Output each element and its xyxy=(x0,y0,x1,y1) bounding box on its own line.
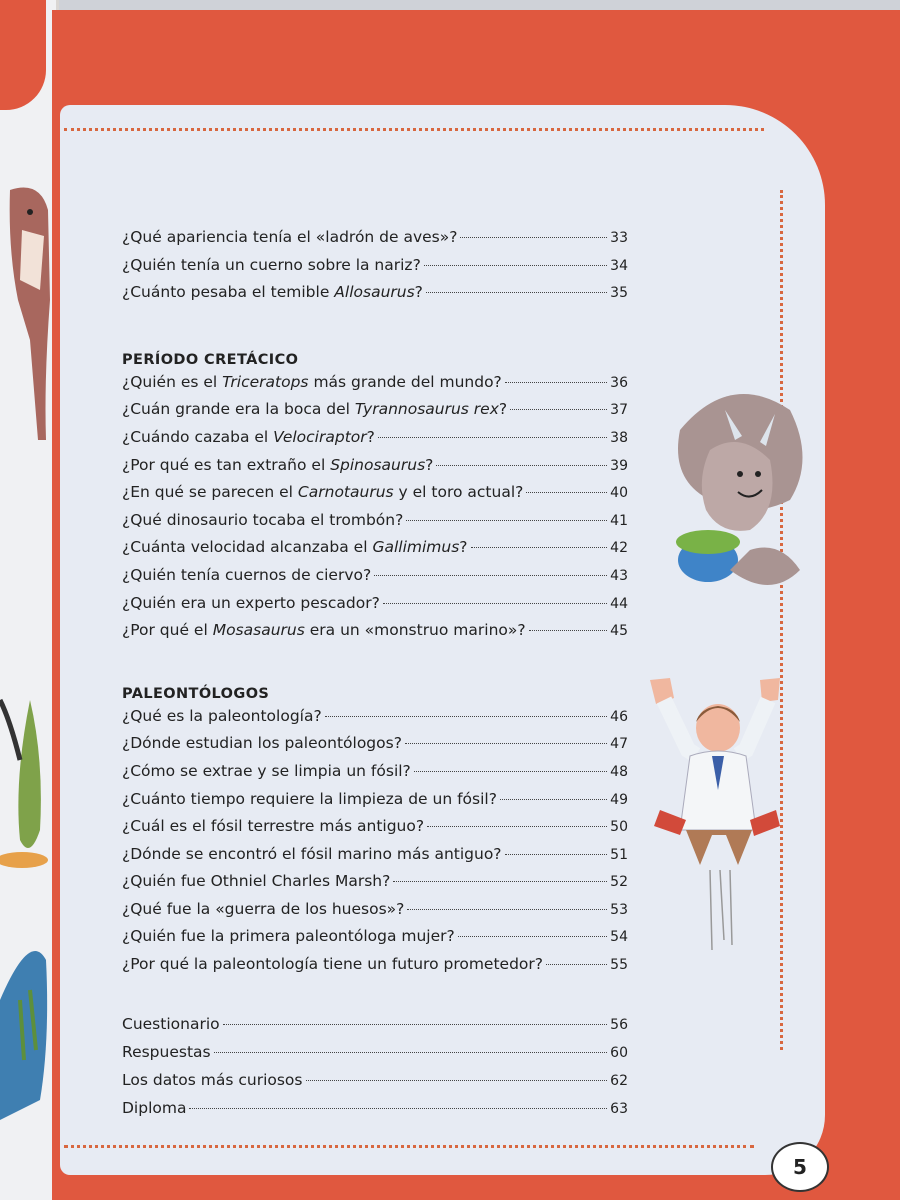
page-number: 5 xyxy=(771,1142,829,1192)
toc-entry[interactable] xyxy=(122,790,628,818)
entry-page: 42 xyxy=(610,540,628,557)
entry-text: ¿Cuán grande era la boca del xyxy=(122,400,355,419)
toc-entry[interactable] xyxy=(122,734,628,762)
entry-text: ¿Cuánto pesaba el temible xyxy=(122,283,335,302)
entry-text: ¿Quién era un experto pescador? xyxy=(122,593,380,612)
entry-text: ¿Cuánto tiempo requiere la limpieza de un fósil? xyxy=(122,789,497,808)
facing-page xyxy=(0,0,59,1200)
entry-text-end: ? xyxy=(425,455,434,474)
entry-text: ¿Qué es la paleontología? xyxy=(122,706,322,725)
leader-dots xyxy=(510,409,607,410)
entry-text: ¿Qué fue la «guerra de los huesos»? xyxy=(122,899,405,918)
entry-page: 47 xyxy=(610,736,628,753)
toc-section-cretaceous xyxy=(122,373,628,649)
triceratops-illustration xyxy=(640,370,820,610)
entry-page: 38 xyxy=(610,429,628,446)
entry-text-end: ? xyxy=(366,427,375,446)
leader-dots xyxy=(458,936,607,937)
dotted-border-top xyxy=(64,128,764,131)
toc-entry[interactable] xyxy=(122,511,628,539)
entry-page: 44 xyxy=(610,595,628,612)
entry-page: 56 xyxy=(610,1016,628,1033)
leader-dots xyxy=(393,881,607,882)
section-heading-cretaceous: PERÍODO CRETÁCICO xyxy=(122,351,299,368)
leader-dots xyxy=(325,716,607,717)
entry-text-end: ? xyxy=(498,400,508,419)
leader-dots xyxy=(223,1024,608,1025)
entry-text: ¿Por qué es tan extraño el xyxy=(122,455,331,474)
entry-text: ¿Cómo se extrae y se limpia un fósil? xyxy=(122,761,411,780)
entry-text: Cuestionario xyxy=(122,1014,220,1033)
table-of-contents xyxy=(122,228,628,1127)
entry-italic: Carnotaurus xyxy=(297,483,394,502)
sea-reptile-illustration xyxy=(0,951,47,1120)
entry-text: ¿Quién fue la primera paleontóloga mujer? xyxy=(122,927,455,946)
entry-page: 34 xyxy=(610,257,628,274)
entry-page: 49 xyxy=(610,791,628,808)
entry-page: 36 xyxy=(610,374,628,391)
toc-section-jurassic-tail xyxy=(122,228,628,311)
entry-text: ¿Quién es el xyxy=(122,372,223,391)
toc-entry[interactable] xyxy=(122,707,628,735)
dotted-border-bottom xyxy=(64,1145,754,1148)
leader-dots xyxy=(546,964,607,965)
entry-text: ¿Por qué el xyxy=(122,621,213,640)
leader-dots xyxy=(407,909,607,910)
entry-italic: Allosaurus xyxy=(334,283,415,302)
entry-page: 33 xyxy=(610,230,628,246)
entry-text: ¿Quién tenía cuernos de ciervo? xyxy=(122,565,372,584)
toc-entry-extra[interactable] xyxy=(122,1071,628,1099)
toc-entry[interactable] xyxy=(122,428,628,456)
paleontologist-illustration xyxy=(640,660,790,960)
entry-page: 46 xyxy=(610,708,628,725)
entry-text: ¿Cuál es el fósil terrestre más antiguo? xyxy=(122,817,425,836)
entry-page: 51 xyxy=(610,846,628,863)
entry-text: ¿Qué dinosaurio tocaba el trombón? xyxy=(122,510,404,529)
leader-dots xyxy=(189,1108,607,1109)
leader-dots xyxy=(414,771,607,772)
entry-text: ¿Quién fue Othniel Charles Marsh? xyxy=(122,872,391,891)
entry-italic: Triceratops xyxy=(222,372,309,391)
entry-text: ¿En qué se parecen el xyxy=(122,483,298,502)
entry-page: 53 xyxy=(610,901,628,918)
leader-dots xyxy=(427,826,607,827)
entry-italic: Spinosaurus xyxy=(330,455,426,474)
toc-entry[interactable] xyxy=(122,256,628,284)
entry-italic: Tyrannosaurus rex xyxy=(354,400,499,419)
toc-entry[interactable] xyxy=(122,228,628,256)
entry-text: ¿Por qué la paleontología tiene un futuro prometedor? xyxy=(122,955,543,974)
leader-dots xyxy=(424,265,607,266)
facing-page-illustrations xyxy=(0,0,56,1200)
entry-text-end: ? xyxy=(459,538,468,557)
entry-italic: Mosasaurus xyxy=(212,621,305,640)
entry-page: 39 xyxy=(610,457,628,474)
leader-dots xyxy=(426,292,607,293)
toc-entry-extra[interactable] xyxy=(122,1015,628,1043)
entry-page: 48 xyxy=(610,763,628,780)
entry-text: ¿Quién tenía un cuerno sobre la nariz? xyxy=(122,255,421,274)
leader-dots xyxy=(436,465,607,466)
entry-page: 62 xyxy=(610,1072,628,1089)
toc-entry[interactable] xyxy=(122,566,628,594)
leader-dots xyxy=(460,237,607,238)
entry-page: 43 xyxy=(610,567,628,584)
toc-entry[interactable] xyxy=(122,845,628,873)
toc-entry[interactable] xyxy=(122,456,628,484)
entry-text: ¿Qué apariencia tenía el «ladrón de aves»? xyxy=(122,228,458,246)
toc-entry[interactable] xyxy=(122,483,628,511)
entry-page: 60 xyxy=(610,1044,628,1061)
entry-text: Respuestas xyxy=(122,1042,211,1061)
toc-entry[interactable] xyxy=(122,621,628,649)
entry-page: 35 xyxy=(610,285,628,302)
leader-dots xyxy=(383,603,607,604)
entry-page: 55 xyxy=(610,957,628,974)
leader-dots xyxy=(374,575,607,576)
toc-entry[interactable] xyxy=(122,817,628,845)
leader-dots xyxy=(306,1080,608,1081)
entry-page: 45 xyxy=(610,623,628,640)
section-heading-paleontologists: PALEONTÓLOGOS xyxy=(122,685,270,702)
entry-text: ¿Dónde se encontró el fósil marino más antiguo? xyxy=(122,844,502,863)
toc-entry[interactable] xyxy=(122,594,628,622)
entry-page: 37 xyxy=(610,402,628,419)
entry-text-end: y el toro actual? xyxy=(393,483,524,502)
entry-text-end: más grande del mundo? xyxy=(308,372,502,391)
toc-entry[interactable] xyxy=(122,373,628,401)
toc-entry[interactable] xyxy=(122,400,628,428)
trex-illustration xyxy=(10,188,50,441)
entry-text: Los datos más curiosos xyxy=(122,1070,303,1089)
toc-entry[interactable] xyxy=(122,538,628,566)
leader-dots xyxy=(405,743,607,744)
leader-dots xyxy=(214,1052,608,1053)
entry-page: 50 xyxy=(610,819,628,836)
toc-entry[interactable] xyxy=(122,283,628,311)
leader-dots xyxy=(406,520,607,521)
entry-text: ¿Cuánta velocidad alcanzaba el xyxy=(122,538,373,557)
leader-dots xyxy=(378,437,607,438)
toc-section-extras xyxy=(122,1015,628,1127)
entry-page: 63 xyxy=(610,1100,628,1117)
entry-page: 40 xyxy=(610,485,628,502)
leader-dots xyxy=(505,382,607,383)
entry-italic: Velociraptor xyxy=(273,427,367,446)
entry-page: 54 xyxy=(610,929,628,946)
entry-page: 41 xyxy=(610,512,628,529)
leader-dots xyxy=(505,854,608,855)
entry-text: Diploma xyxy=(122,1098,187,1117)
toc-entry[interactable] xyxy=(122,927,628,955)
entry-page: 52 xyxy=(610,874,628,891)
toc-entry-extra[interactable] xyxy=(122,1043,628,1071)
leader-dots xyxy=(471,547,608,548)
leader-dots xyxy=(526,492,607,493)
lizard-illustration xyxy=(0,700,48,868)
toc-entry[interactable] xyxy=(122,955,628,983)
toc-section-paleontologists xyxy=(122,707,628,983)
leader-dots xyxy=(529,630,608,631)
leader-dots xyxy=(500,799,607,800)
toc-entry[interactable] xyxy=(122,900,628,928)
entry-text-end: era un «monstruo marino»? xyxy=(304,621,526,640)
entry-text: ¿Cuándo cazaba el xyxy=(122,427,274,446)
entry-text-end: ? xyxy=(414,283,423,302)
toc-entry-extra[interactable] xyxy=(122,1099,628,1127)
toc-entry[interactable] xyxy=(122,762,628,790)
entry-italic: Gallimimus xyxy=(372,538,460,557)
toc-entry[interactable] xyxy=(122,872,628,900)
entry-text: ¿Dónde estudian los paleontólogos? xyxy=(122,734,402,753)
